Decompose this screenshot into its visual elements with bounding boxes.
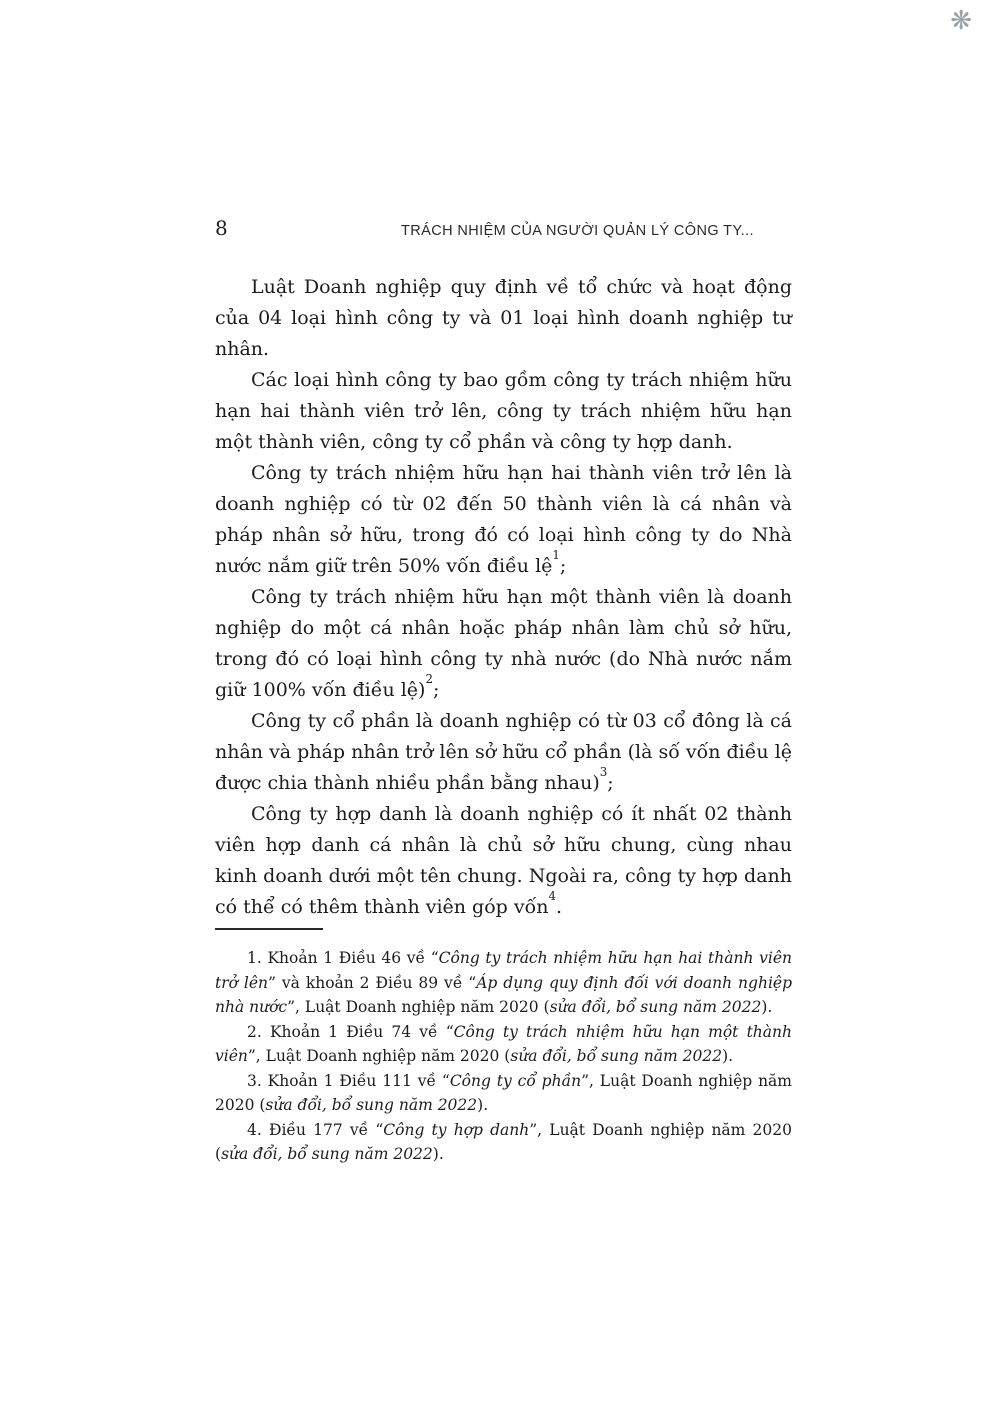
page-header: [215, 216, 790, 240]
flower-ornament-icon: ❋: [950, 6, 972, 36]
footnote-item: [215, 1069, 792, 1118]
body-paragraph: [215, 706, 792, 799]
body-paragraph: [215, 799, 792, 923]
text-segment: ).: [722, 1047, 734, 1065]
text-segment: ).: [761, 998, 773, 1016]
body-paragraph: [215, 458, 792, 582]
text-segment: ” và khoản 2 Điều 89 về “: [268, 973, 477, 992]
footnote-item: [215, 1020, 792, 1069]
text-segment: ”, Luật Doanh nghiệp năm 2020 (: [287, 998, 550, 1016]
italic-text: sửa đổi, bổ sung năm 2022: [549, 998, 762, 1016]
footnote-separator: [215, 928, 323, 930]
italic-text: Công ty trách nhiệm hữu hạn một thành viên: [215, 1022, 792, 1065]
italic-text: Công ty trách nhiệm hữu hạn hai thành viên trở lên: [215, 949, 792, 992]
text-segment: Công ty hợp danh là doanh nghiệp có ít nhất 02 thành viên hợp danh cá nhân là chủ sở hữu chung, cùng nhau kinh doanh dưới một tên chung. Ngoài ra, công ty hợp danh có thể có thêm thành viên góp vốn: [215, 803, 792, 918]
text-segment: ;: [432, 679, 440, 701]
text-segment: .: [555, 896, 563, 918]
body-paragraph: [215, 272, 792, 365]
text-segment: ”, Luật Doanh nghiệp năm 2020 (: [247, 1047, 511, 1065]
page-number: 8: [215, 216, 228, 240]
text-segment: ).: [477, 1096, 489, 1114]
footnotes: [215, 946, 792, 1167]
text-segment: 3. Khoản 1 Điều 111 về “: [247, 1071, 450, 1090]
running-title: TRÁCH NHIỆM CỦA NGƯỜI QUẢN LÝ CÔNG TY...: [401, 223, 754, 239]
text-segment: Các loại hình công ty bao gồm công ty trách nhiệm hữu hạn hai thành viên trở lên, công ty trách nhiệm hữu hạn một thành viên, công ty cổ phần và công ty hợp danh.: [215, 369, 792, 453]
text-segment: 1. Khoản 1 Điều 46 về “: [247, 949, 439, 967]
text-segment: ”, Luật Doanh nghiệp năm 2020 (: [215, 1071, 792, 1114]
text-segment: Công ty trách nhiệm hữu hạn một thành viên là doanh nghiệp do một cá nhân hoặc pháp nhân làm chủ sở hữu, trong đó có loại hình công ty nhà nước (do Nhà nước nắm giữ 100% vốn điều lệ): [215, 586, 792, 701]
italic-text: sửa đổi, bổ sung năm 2022: [265, 1096, 478, 1114]
text-segment: ”, Luật Doanh nghiệp năm 2020 (: [215, 1120, 792, 1163]
footnote-item: [215, 946, 792, 1020]
body-text: [215, 272, 792, 923]
body-paragraph: [215, 582, 792, 706]
text-segment: Công ty cổ phần là doanh nghiệp có từ 03 cổ đông là cá nhân và pháp nhân trở lên sở hữu cổ phần (là số vốn điều lệ được chia thành nhiều phần bằng nhau): [215, 710, 793, 794]
italic-text: sửa đổi, bổ sung năm 2022: [221, 1145, 433, 1163]
footnote-reference: 4: [548, 889, 556, 904]
italic-text: sửa đổi, bổ sung năm 2022: [510, 1047, 723, 1065]
italic-text: Áp dụng quy định đối với doanh nghiệp nhà nước: [215, 973, 792, 1016]
italic-text: Công ty hợp danh: [383, 1120, 530, 1139]
italic-text: Công ty cổ phần: [449, 1071, 582, 1090]
text-segment: 2. Khoản 1 Điều 74 về “: [247, 1022, 454, 1041]
footnote-reference: 3: [599, 765, 608, 780]
footnote-item: [215, 1118, 792, 1167]
body-paragraph: [215, 365, 792, 458]
text-segment: ).: [432, 1145, 444, 1163]
text-segment: ;: [607, 772, 614, 794]
text-segment: Luật Doanh nghiệp quy định về tổ chức và hoạt động của 04 loại hình công ty và 01 loại hình doanh nghiệp tư nhân.: [215, 276, 792, 360]
text-segment: Công ty trách nhiệm hữu hạn hai thành viên trở lên là doanh nghiệp có từ 02 đến 50 thành viên là cá nhân và pháp nhân sở hữu, trong đó có loại hình công ty do Nhà nước nắm giữ trên 50% vốn điều lệ: [215, 462, 792, 577]
footnote-reference: 2: [425, 672, 433, 687]
footnote-reference: 1: [552, 548, 560, 563]
text-segment: 4. Điều 177 về “: [247, 1120, 384, 1139]
text-segment: ;: [559, 555, 567, 577]
